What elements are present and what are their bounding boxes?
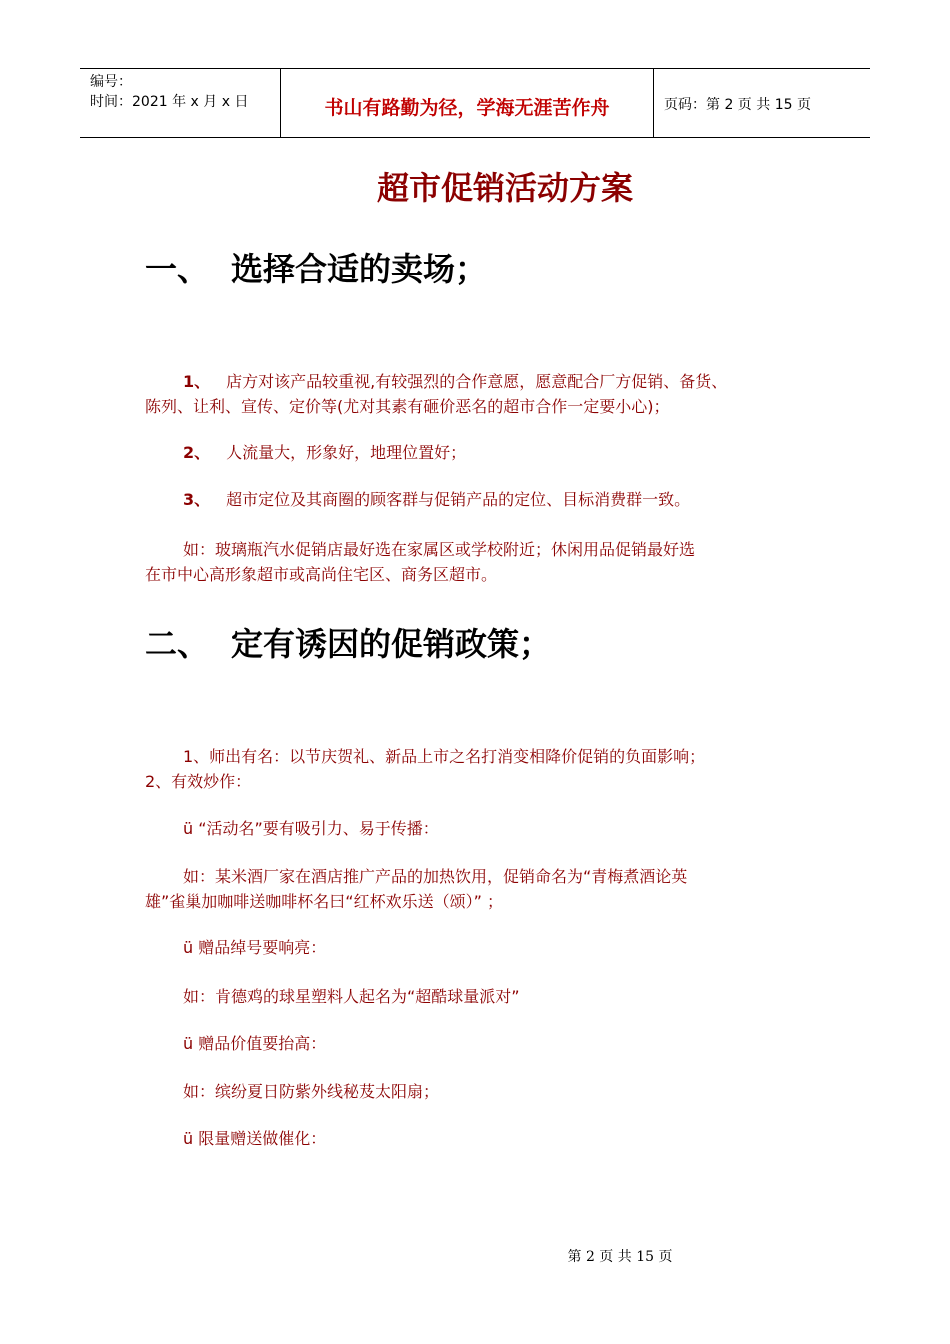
header-motto-cell (281, 69, 654, 137)
bullet-item (145, 1031, 825, 1056)
item-number: 3、 (183, 490, 211, 509)
item-text: 2、有效炒作： (145, 772, 252, 791)
section-heading-2 (145, 619, 551, 665)
example-paragraph (145, 1079, 825, 1104)
section-number: 二、 (145, 625, 210, 663)
bullet-text: ü 赠品绰号要响亮： (183, 938, 327, 957)
page-footer: 第 2 页 共 15 页 (567, 1249, 673, 1265)
item-text: 超市定位及其商圈的顾客群与促销产品的定位、目标消费群一致。 (226, 490, 691, 509)
item-text-continued: 陈列、让利、宣传、定价等(尤对其素有砸价恶名的超市合作一定要小心)； (145, 397, 670, 416)
section-title: 定有诱因的促销政策； (231, 625, 552, 663)
list-item (145, 440, 825, 465)
item-number: 2、 (183, 443, 211, 462)
motto: 书山有路勤为径，学海无涯苦作舟 (324, 97, 610, 119)
example-paragraph (145, 864, 825, 914)
bullet-item (145, 935, 825, 960)
section-number: 一、 (145, 250, 210, 288)
example-line: 如：某米酒厂家在酒店推广产品的加热饮用，促销命名为“青梅煮酒论英 (183, 867, 688, 886)
item-number: 1、 (183, 372, 211, 391)
bullet-item (145, 1126, 825, 1151)
document-header (80, 68, 870, 138)
bullet-text: ü 赠品价值要抬高： (183, 1034, 327, 1053)
example-line: 如：缤纷夏日防紫外线秘芨太阳扇； (183, 1082, 440, 1101)
document-title: 超市促销活动方案 (376, 169, 633, 207)
header-page-cell (654, 69, 870, 137)
list-item (145, 369, 825, 419)
section-title: 选择合适的卖场； (231, 250, 488, 288)
bullet-text: ü 限量赠送做催化： (183, 1129, 327, 1148)
bullet-text: ü “活动名”要有吸引力、易于传播： (183, 819, 439, 838)
example-paragraph (145, 537, 825, 587)
item-text: 1、师出有名：以节庆贺礼、新品上市之名打消变相降价促销的负面影响； (183, 747, 706, 766)
number-label: 编号： (90, 74, 132, 90)
example-line: 在市中心高形象超市或高尚住宅区、商务区超市。 (145, 565, 498, 584)
bullet-item (145, 816, 825, 841)
list-item (145, 744, 825, 794)
page-info: 页码：第 2 页 共 15 页 (664, 97, 811, 113)
example-paragraph (145, 984, 825, 1009)
item-text: 店方对该产品较重视,有较强烈的合作意愿，愿意配合厂方促销、备货、 (226, 372, 728, 391)
section-heading-1 (145, 244, 487, 290)
header-meta-cell (80, 69, 281, 137)
item-text: 人流量大，形象好，地理位置好； (226, 443, 467, 462)
example-line: 雄”雀巢加咖啡送咖啡杯名曰“红杯欢乐送（颂）” ； (145, 892, 503, 911)
time-label: 时间：2021 年 x 月 x 日 (90, 94, 249, 110)
example-line: 如：玻璃瓶汽水促销店最好选在家属区或学校附近；休闲用品促销最好选 (183, 540, 696, 559)
list-item (145, 487, 825, 512)
example-line: 如：肯德鸡的球星塑料人起名为“超酷球量派对” (183, 987, 520, 1006)
